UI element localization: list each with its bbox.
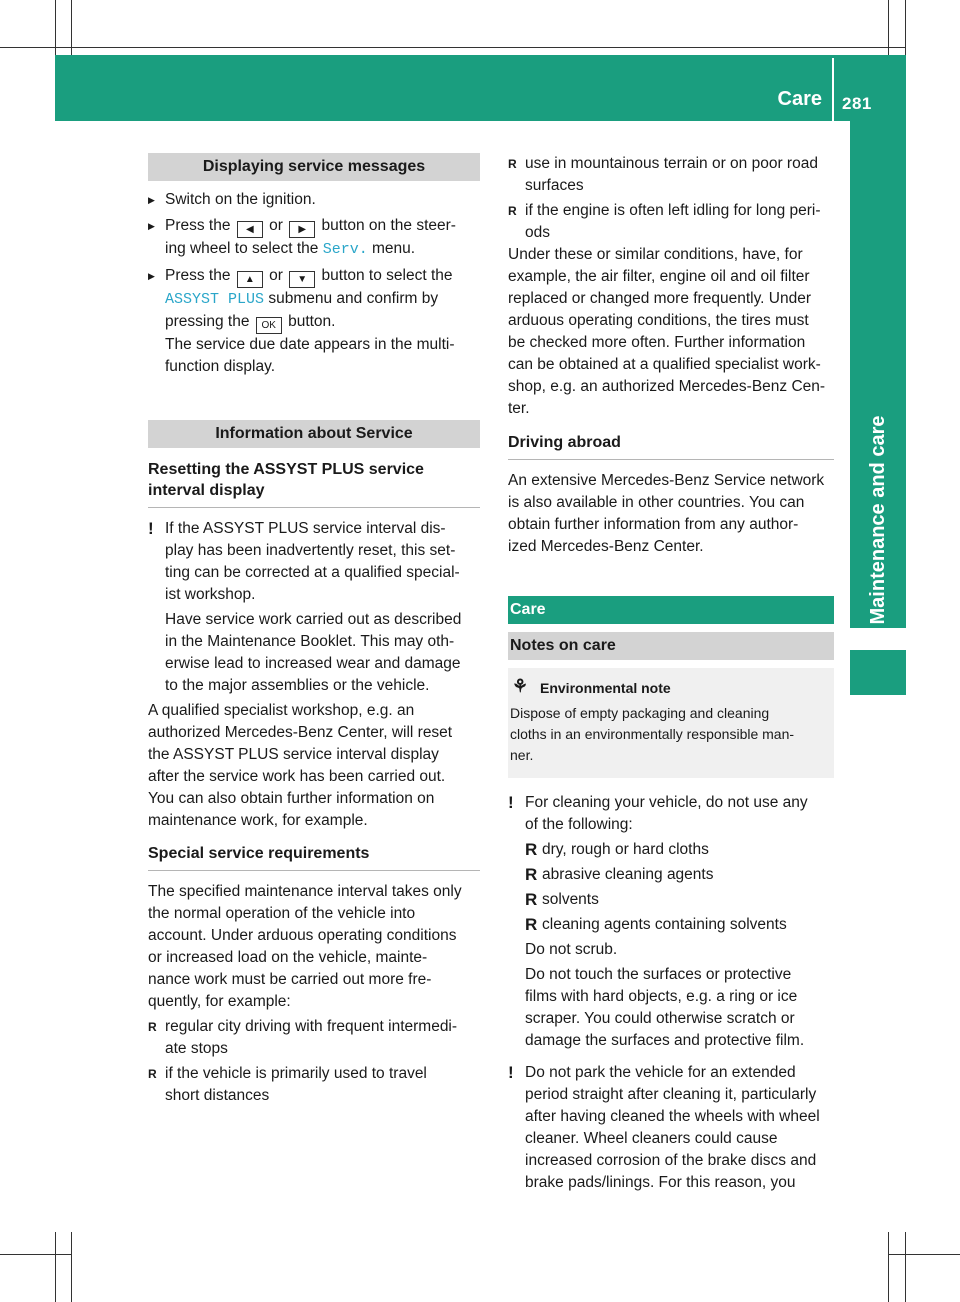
crop-mark <box>71 1232 72 1302</box>
left-arrow-key-icon: ◀ <box>237 221 263 238</box>
right-arrow-key-icon: ▶ <box>289 221 315 238</box>
up-arrow-key-icon: ▲ <box>237 271 263 288</box>
list-item: R regular city driving with frequent intermedi- ate stops <box>148 1018 458 1057</box>
step-item: ▶ Press the ▲ or ▼ button to select the ASSYST PLUS submenu and confirm by pressing the OK button. The service due date appears in the multi- function display. <box>148 265 480 378</box>
list-item: R use in mountainous terrain or on poor road surfaces <box>508 155 818 194</box>
paragraph: An extensive Mercedes-Benz Service network is also available in other countries. You can obtain further information from any author- ized Mercedes-Benz Center. <box>508 472 825 555</box>
crop-mark <box>55 1232 56 1302</box>
instruction-text: Do not scrub. <box>525 941 618 958</box>
paragraph: Under these or similar conditions, have, for example, the air filter, engine oil and oil filter replaced or changed more frequently. Under arduous operating conditions, the tires must be checked more often. Further information can be obtained at a qualified specialist work- shop, e.g. an authorized Mercedes-Benz Cen- ter. <box>508 246 826 417</box>
bullet-r-icon: R <box>508 204 517 218</box>
heading-driving-abroad: Driving abroad <box>508 432 834 460</box>
side-tab-label: Maintenance and care <box>867 415 889 625</box>
crop-mark <box>0 47 906 48</box>
bullet-r-icon: R <box>525 865 538 884</box>
paragraph: The specified maintenance interval takes only the normal operation of the vehicle into account. Under arduous operating conditions or increased load on the vehicle, mainte- nance work must be carried out more fre- quently, for example: <box>148 883 462 1010</box>
leaf-icon: ⚘ <box>512 676 529 696</box>
heading-information-about-service: Information about Service <box>148 420 480 448</box>
right-column <box>508 153 834 1194</box>
warning-note: ! For cleaning your vehicle, do not use any of the following: R dry, rough or hard cloths R abrasive cleaning agents R solvents R cleaning agents containing solvents Do not scrub. Do not touch the surfaces or protective films with hard objects, e.g. a ring or ice scraper. You could otherwise scratch or damage the surfaces and protective film. <box>508 792 834 1052</box>
side-tab-divider <box>850 628 906 650</box>
display-text-assyst-plus: ASSYST PLUS <box>165 291 265 308</box>
section-title: Care <box>777 88 822 110</box>
heading-displaying-service-messages: Displaying service messages <box>148 153 480 181</box>
crop-mark <box>905 0 906 55</box>
list-item: R if the engine is often left idling for long peri- ods <box>508 202 821 241</box>
bullet-r-icon: R <box>525 915 538 934</box>
left-column <box>148 153 480 1107</box>
step-item: ▶ Switch on the ignition. <box>148 189 480 211</box>
bullet-r-icon: R <box>525 890 538 909</box>
exclamation-icon: ! <box>508 793 514 812</box>
bullet-r-icon: R <box>508 157 517 171</box>
crop-mark <box>888 1232 889 1302</box>
crop-mark <box>905 1232 906 1302</box>
bullet-r-icon: R <box>148 1020 157 1034</box>
crop-mark <box>0 1254 72 1255</box>
heading-special-service-requirements: Special service requirements <box>148 843 480 871</box>
list-item: R abrasive cleaning agents <box>525 865 714 884</box>
heading-care: Care <box>508 596 834 624</box>
page-number: 281 <box>842 94 872 113</box>
down-arrow-key-icon: ▼ <box>289 271 315 288</box>
list-item: R solvents <box>525 890 599 909</box>
heading-resetting-assyst: Resetting the ASSYST PLUS service interval display <box>148 459 480 508</box>
crop-mark <box>71 0 72 55</box>
display-text-serv: Serv. <box>322 241 368 258</box>
ok-key-icon: OK <box>256 317 282 334</box>
step-item: ▶ Press the ◀ or ▶ button on the steer- ing wheel to select the Serv. menu. <box>148 215 480 261</box>
header-divider <box>832 58 834 121</box>
list-item: R cleaning agents containing solvents <box>525 915 787 934</box>
crop-mark <box>888 1254 960 1255</box>
instruction-text: Do not touch the surfaces or protective films with hard objects, e.g. a ring or ice scraper. You could otherwise scratch or damage the surfaces and protective film. <box>525 966 805 1049</box>
environmental-note: ⚘ Environmental note Dispose of empty packaging and cleaning cloths in an environmentally responsible man- ner. <box>508 668 834 778</box>
paragraph: A qualified specialist workshop, e.g. an authorized Mercedes-Benz Center, will reset the ASSYST PLUS service interval display after the service work has been carried out. You can also obtain further information on maintenance work, for example. <box>148 702 453 829</box>
bullet-r-icon: R <box>148 1067 157 1081</box>
warning-note: ! Do not park the vehicle for an extended period straight after cleaning it, particularly after having cleaned the wheels with wheel cleaner. Wheel cleaners could cause increased corrosion of the brake discs and brake pads/linings. For this reason, you <box>508 1063 820 1191</box>
warning-note: ! If the ASSYST PLUS service interval dis- play has been inadvertently reset, this set- ting can be corrected at a qualified special- ist workshop. Have service work carried out as described in the Maintenance Booklet. This may oth- erwise lead to increased wear and damage to the major assemblies or the vehicle. <box>148 519 462 694</box>
heading-notes-on-care: Notes on care <box>508 632 834 660</box>
list-item: R if the vehicle is primarily used to travel short distances <box>148 1065 427 1104</box>
list-item: R dry, rough or hard cloths <box>525 840 709 859</box>
side-tab-marker <box>850 650 906 695</box>
crop-mark <box>55 0 56 55</box>
bullet-r-icon: R <box>525 840 538 859</box>
exclamation-icon: ! <box>508 1063 514 1082</box>
exclamation-icon: ! <box>148 519 154 538</box>
crop-mark <box>888 0 889 55</box>
